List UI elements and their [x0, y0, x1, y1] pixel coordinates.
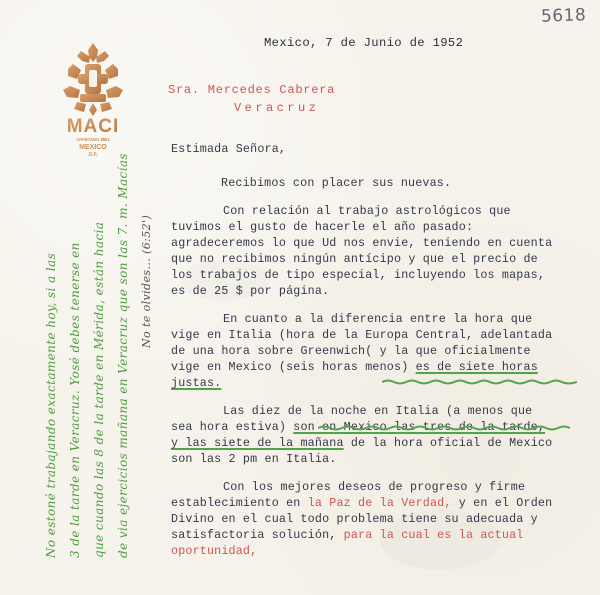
paragraph-5 — [171, 479, 559, 559]
paragraph-5-red-segment-1: la Paz de la Verdad, — [307, 496, 452, 510]
margin-note-line-3: que cuando las 8 de la tarde en Mérida, están hacia — [92, 221, 106, 558]
recipient-name: Sra. Mercedes Cabrera — [168, 83, 336, 97]
archive-number: 5618 — [540, 5, 587, 27]
paragraph-4-segment-1: Las diez de la noche en Italia (a menos que sea hora estiva) — [171, 404, 533, 434]
svg-text:MEXICO: MEXICO — [79, 144, 107, 151]
paragraph-4 — [171, 403, 559, 467]
letter-greeting: Estimada Señora, — [171, 142, 287, 156]
paragraph-2: Con relación al trabajo astrológicos que tuvimos el gusto de hacerle el año pasado: agradeceremos lo que Ud nos envie, teniendo en cuenta que no recibimos ningún antícipo y que el precio de los trabajos de tipo especial, incluyendo los mapas, es de 25 $ por página. — [171, 204, 553, 298]
handwritten-margin-note — [6, 88, 156, 588]
paragraph-4-highlight-1: son en Mexico las tres de la tarde, — [293, 420, 546, 434]
green-wavy-underline-2 — [318, 424, 570, 432]
svg-text:D.F.: D.F. — [88, 152, 98, 158]
paragraph-4-segment-4: de la hora oficial de Mexico son las 2 pm en Italia. — [171, 436, 553, 466]
letter-body — [171, 141, 559, 559]
paragraph-3-segment-1: En cuanto a la diferencia entre la hora que vige en Italia (hora de la Europa Central, adelantada de una hora sobre Greenwich( y la que oficialmente vige en Mexico (seis horas menos) — [171, 312, 553, 374]
svg-text:MACI: MACI — [66, 116, 120, 137]
paragraph-1: Recibimos con placer sus nuevas. — [221, 176, 452, 190]
margin-note-line-1: No estoné trabajando exactamente hoy, si a las — [44, 252, 58, 558]
svg-text:APARTADO 8501: APARTADO 8501 — [76, 137, 110, 142]
margin-note-line-4: de via ejercicios mañana en Veracruz que son las 7. m. Macías — [116, 153, 130, 558]
letter-date: Mexico, 7 de Junio de 1952 — [264, 36, 464, 50]
paragraph-4-highlight-2: y las siete de la mañana — [171, 436, 344, 450]
paragraph-5-segment-1: Con los mejores deseos de progreso y firme establecimiento en — [171, 480, 526, 510]
paragraph-3-highlight: es de siete horas justas. — [171, 360, 538, 390]
recipient-city: Veracruz — [234, 101, 320, 115]
paragraph-5-red-segment-2: para la cual es la actual oportunidad, — [171, 528, 524, 558]
margin-note-extra: No te olvides... (6:52') — [140, 214, 153, 348]
green-wavy-underline-1 — [382, 378, 577, 386]
margin-note-line-2: 3 de la tarde en Veracruz. Yosé debes tenerse en — [68, 242, 82, 558]
paragraph-5-segment-3: y en el Orden Divino en el cual todo problema tiene su adecuada y satisfactoria solución, — [171, 496, 553, 542]
